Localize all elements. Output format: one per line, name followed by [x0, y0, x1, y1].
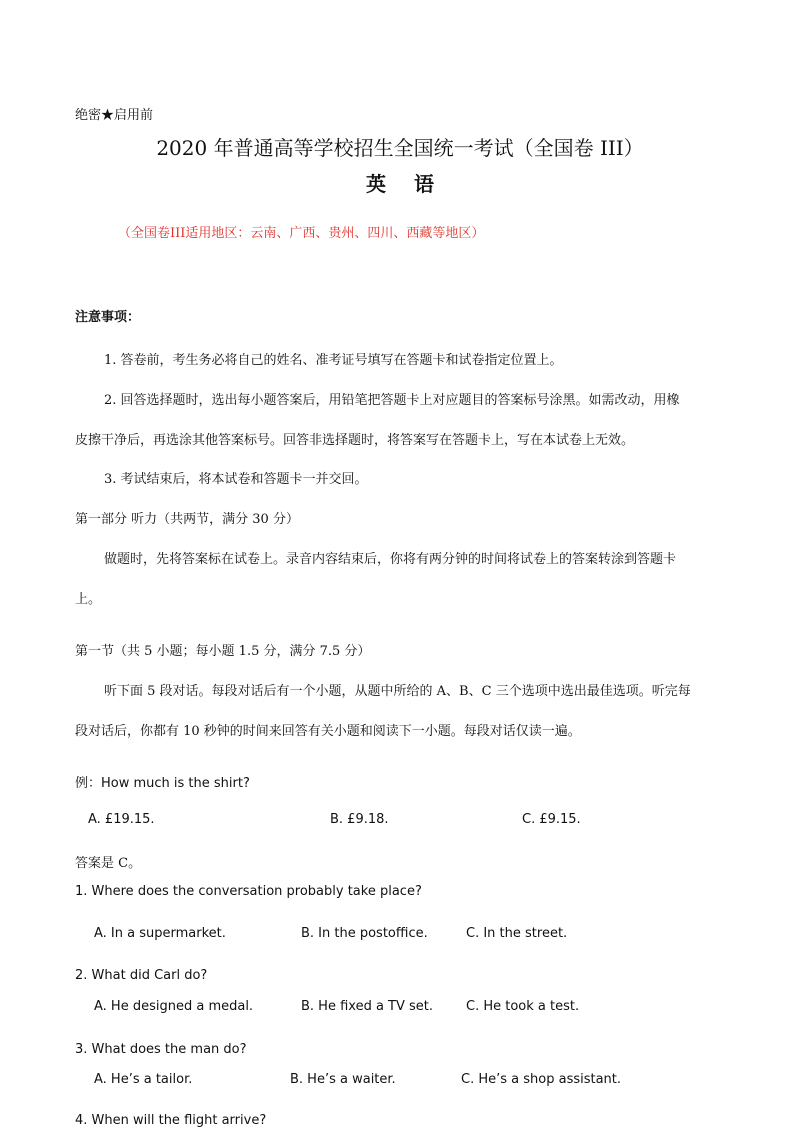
question-2: 2. What did Carl do?: [75, 968, 208, 983]
part1-instructions-line-2: 上。: [75, 592, 102, 607]
section1-instructions-line-2: 段对话后，你都有 10 秒钟的时间来回答有关小题和阅读下一小题。每段对话仅读一遍。: [75, 724, 581, 739]
question-1: 1. Where does the conversation probably take place?: [75, 884, 422, 899]
question-1-option-c: C. In the street.: [466, 926, 568, 941]
question-3-option-b: B. He’s a waiter.: [290, 1072, 396, 1087]
exam-title: 2020 年普通高等学校招生全国统一考试（全国卷 III）: [156, 136, 644, 160]
subject-title: 英语: [366, 172, 462, 196]
notice-heading: 注意事项：: [75, 310, 141, 325]
notice-item-1: 1. 答卷前，考生务必将自己的姓名、准考证号填写在答题卡和试卷指定位置上。: [104, 353, 563, 368]
question-2-option-c: C. He took a test.: [466, 999, 580, 1014]
question-2-option-a: A. He designed a medal.: [94, 999, 254, 1014]
question-3-option-a: A. He’s a tailor.: [94, 1072, 193, 1087]
question-3: 3. What does the man do?: [75, 1042, 247, 1057]
question-3-option-c: C. He’s a shop assistant.: [461, 1072, 622, 1087]
part1-heading: 第一部分 听力（共两节，满分 30 分）: [75, 512, 299, 527]
question-1-option-a: A. In a supermarket.: [94, 926, 226, 941]
example-option-c: C. £9.15.: [522, 812, 581, 827]
question-2-option-b: B. He fixed a TV set.: [301, 999, 434, 1014]
example-option-a: A. £19.15.: [88, 812, 155, 827]
question-4: 4. When will the flight arrive?: [75, 1113, 267, 1128]
section1-instructions-line-1: 听下面 5 段对话。每段对话后有一个小题，从题中所给的 A、B、C 三个选项中选出最佳选项。听完每: [104, 684, 691, 699]
question-1-option-b: B. In the postoffice.: [301, 926, 428, 941]
part1-instructions-line-1: 做题时，先将答案标在试卷上。录音内容结束后，你将有两分钟的时间将试卷上的答案转涂到答题卡: [104, 552, 677, 567]
example-option-b: B. £9.18.: [330, 812, 389, 827]
example-question: 例：How much is the shirt?: [75, 776, 250, 791]
secret-label: 绝密★启用前: [75, 108, 154, 123]
section1-heading: 第一节（共 5 小题；每小题 1.5 分，满分 7.5 分）: [75, 644, 371, 659]
example-answer: 答案是 C。: [75, 856, 142, 871]
notice-item-2-line-2: 皮擦干净后，再选涂其他答案标号。回答非选择题时，将答案写在答题卡上，写在本试卷上无效。: [75, 433, 635, 448]
notice-item-2-line-1: 2. 回答选择题时，选出每小题答案后，用铅笔把答题卡上对应题目的答案标号涂黑。如需改动，用橡: [104, 393, 680, 408]
region-note: （全国卷III适用地区：云南、广西、贵州、四川、西藏等地区）: [118, 226, 485, 241]
notice-item-3: 3. 考试结束后，将本试卷和答题卡一并交回。: [104, 472, 368, 487]
